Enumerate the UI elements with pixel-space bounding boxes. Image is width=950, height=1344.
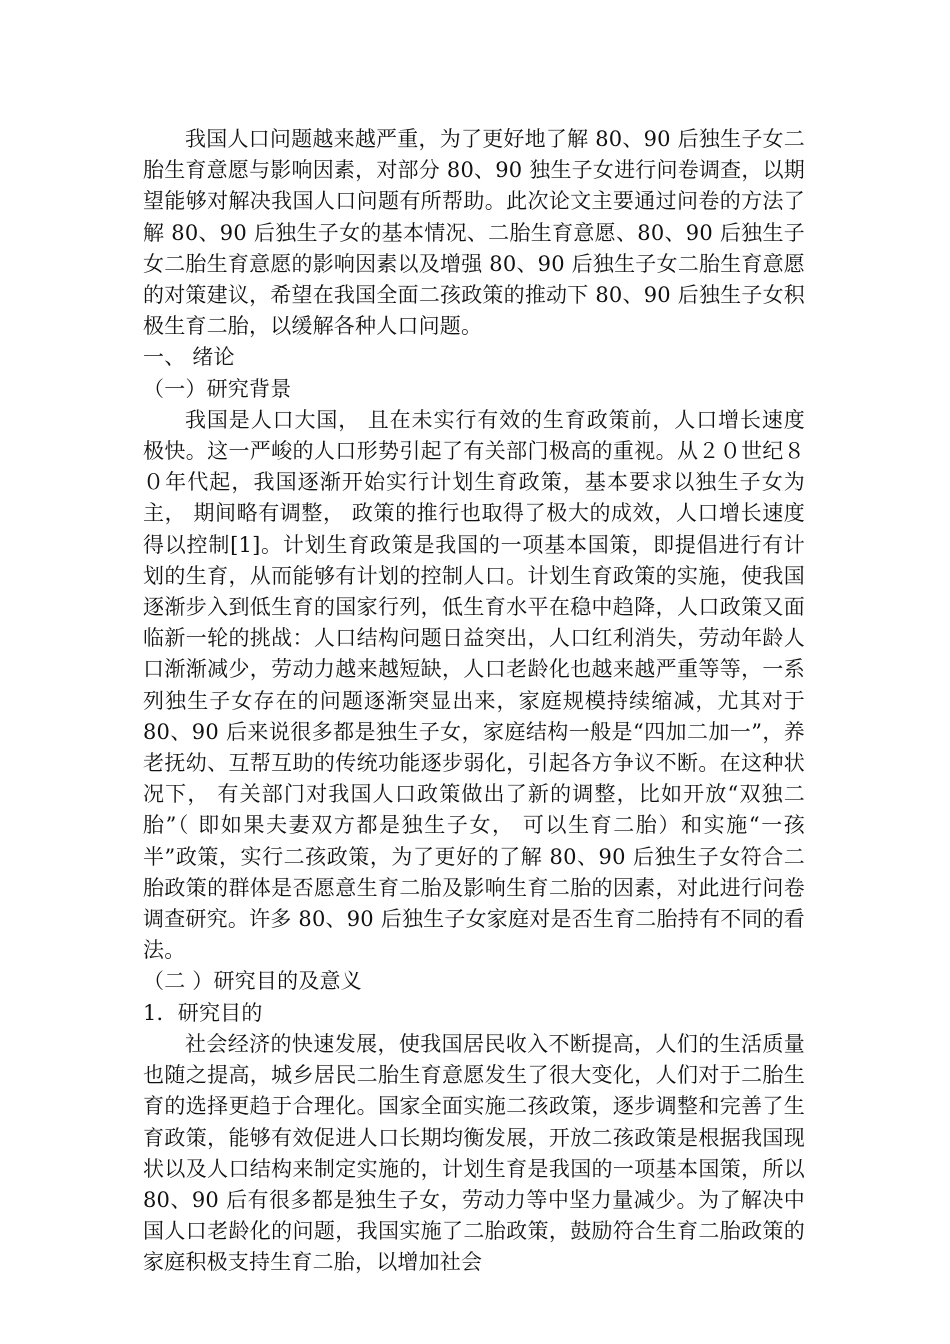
background-paragraph: 我国是人口大国， 且在未实行有效的生育政策前，人口增长速度极快。这一严峻的人口形势引起了有关部门极高的重视。从２０世纪８０年代起，我国逐渐开始实行计划生育政策，基本要求以独生子女为主， 期间略有调整， 政策的推行也取得了极大的成效，人口增长速度得以控制[1]。计划生育政策是我国的一项基本国策，即提倡进行有计划的生育，从而能够有计划的控制人口。计划生育政策的实施，使我国逐渐步入到低生育的国家行列，低生育水平在稳中趋降，人口政策又面临新一轮的挑战：人口结构问题日益突出，人口红利消失，劳动年龄人口渐渐减少，劳动力越来越短缺，人口老龄化也越来越严重等等，一系列独生子女存在的问题逐渐突显出来，家庭规模持续缩减，尤其对于 80、90 后来说很多都是独生子女，家庭结构一般是“四加二加一”，养老抚幼、互帮互助的传统功能逐步弱化，引起各方争议不断。在这种状况下， 有关部门对我国人口政策做出了新的调整，比如开放“双独二胎”（ 即如果夫妻双方都是独生子女， 可以生育二胎）和实施“一孩半”政策，实行二孩政策，为了更好的了解 80、90 后独生子女符合二胎政策的群体是否愿意生育二胎及影响生育二胎的因素，对此进行问卷调查研究。许多 80、90 后独生子女家庭对是否生育二胎持有不同的看法。 xyxy=(143,407,805,963)
subsection-heading-purpose-significance: （二 ）研究目的及意义 xyxy=(143,969,362,994)
abstract-paragraph: 我国人口问题越来越严重，为了更好地了解 80、90 后独生子女二胎生育意愿与影响因素，对部分 80、90 独生子女进行问卷调查，以期望能够对解决我国人口问题有所帮助。此次论文主要通过问卷的方法了解 80、90 后独生子女的基本情况、二胎生育意愿、80、90 后独生子女二胎生育意愿的影响因素以及增强 80、90 后独生子女二胎生育意愿的对策建议，希望在我国全面二孩政策的推动下 80、90 后独生子女积极生育二胎，以缓解各种人口问题。 xyxy=(143,127,805,339)
purpose-paragraph: 社会经济的快速发展，使我国居民收入不断提高，人们的生活质量也随之提高，城乡居民二胎生育意愿发生了很大变化，人们对于二胎生育的选择更趋于合理化。国家全面实施二孩政策，逐步调整和完善了生育政策，能够有效促进人口长期均衡发展，开放二孩政策是根据我国现状以及人口结构来制定实施的，计划生育是我国的一项基本国策，所以 80、90 后有很多都是独生子女，劳动力等中坚力量减少。为了解决中国人口老龄化的问题，我国实施了二胎政策，鼓励符合生育二胎政策的家庭积极支持生育二胎，以增加社会 xyxy=(143,1031,805,1275)
section-heading-introduction: 一、 绪论 xyxy=(143,345,235,370)
document-body xyxy=(143,124,805,1279)
subsection-heading-background: （一）研究背景 xyxy=(143,376,292,401)
subheading-research-purpose: 1．研究目的 xyxy=(143,1000,263,1025)
